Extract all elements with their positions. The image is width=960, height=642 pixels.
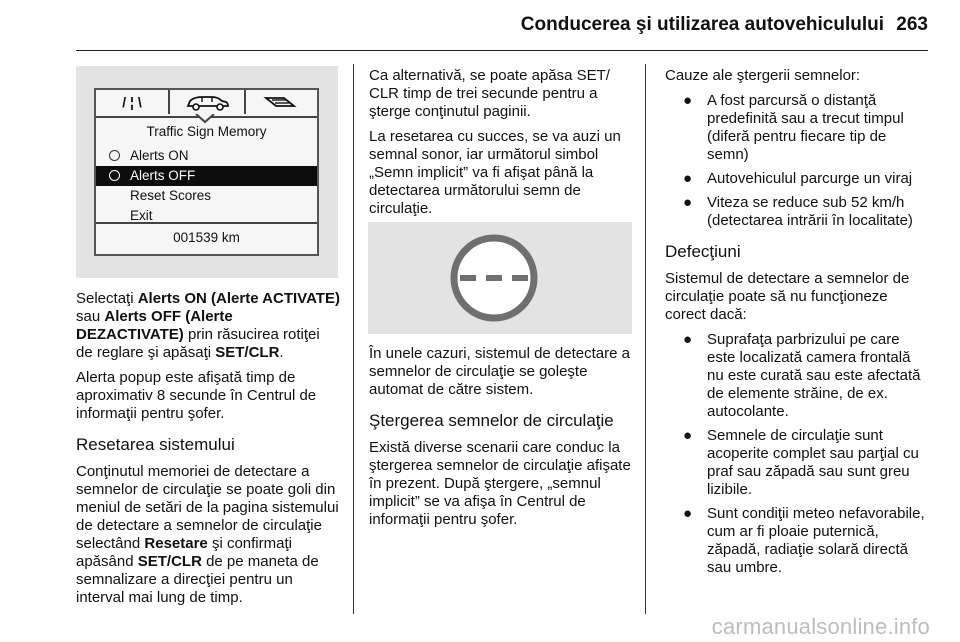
paragraph-reset: Conţinutul memoriei de detectare a semnelor de circulaţie se poate goli din meniul de setări de la pagina sistemului de detectare a semnelor de circulaţie selectând Resetare şi confirmaţi apăsând SET/CLR de pe maneta de semnalizare a direcţiei pentru un interval mai lung de timp. — [76, 463, 339, 606]
menu-item-alerts-on — [96, 146, 317, 166]
default-sign-icon — [368, 222, 632, 334]
display-title: Traffic Sign Memory — [146, 124, 267, 139]
page-number: 263 — [896, 14, 928, 35]
faults-list — [665, 331, 930, 577]
list-item: ● Suprafaţa parbrizului pe care este localizată camera frontală nu este curată sau este afectată de elemente străine, de ex. autocolante. — [683, 331, 921, 420]
road-sign-icon — [242, 90, 317, 114]
list-item: ● Semnele de circulaţie sunt acoperite complet sau parţial cu praf sau zăpadă sau sunt greu lizibile. — [683, 427, 919, 498]
watermark: carmanualsonline.info — [711, 614, 930, 639]
chapter-title: Conducerea şi utilizarea autovehiculului — [520, 14, 884, 35]
default-sign-illustration — [368, 222, 632, 334]
bullet-icon: ● — [683, 505, 693, 522]
menu-item-alerts-off — [96, 166, 317, 186]
paragraph-delete-scenarios: Există diverse scenarii care conduc la ştergerea semnelor de circulaţie afişate în prezent. După ştergere, „semnul implicit” se va afişa în Centrul de informaţii pentru şofer. — [369, 439, 631, 528]
heading-delete-signs: Ştergerea semnelor de circulaţie — [369, 411, 614, 430]
list-item: ● Viteza se reduce sub 52 km/h (detectarea intrării în localitate) — [683, 194, 913, 229]
bullet-icon: ● — [683, 331, 693, 348]
paragraph-auto-clear: În unele cazuri, sistemul de detectare a semnelor de circulaţie se goleşte automat de către sistem. — [369, 345, 630, 398]
column-1 — [76, 290, 340, 614]
radio-icon — [109, 150, 120, 161]
paragraph-popup: Alerta popup este afişată timp de aproximativ 8 secunde în Centrul de informaţii pentru şofer. — [76, 369, 317, 422]
bullet-icon: ● — [683, 170, 693, 187]
alerts-tab-glyph: / ¦ \ — [122, 94, 142, 110]
paragraph-alternative: Ca alternativă, se poate apăsa SET/ CLR timp de trei secunde pentru a şterge conţinutul paginii. — [369, 67, 610, 120]
column-3 — [665, 67, 930, 583]
bullet-icon: ● — [683, 92, 693, 109]
menu-item-label: Reset Scores — [130, 188, 212, 203]
menu-item-reset-scores — [96, 186, 317, 206]
tab-pointer — [195, 114, 215, 124]
heading-reset: Resetarea sistemului — [76, 435, 235, 454]
column-divider-2 — [645, 64, 646, 614]
list-item: ● Autovehiculul parcurge un viraj — [683, 170, 913, 187]
causes-list — [665, 92, 930, 230]
heading-faults: Defecţiuni — [665, 242, 741, 261]
menu-item-label: Alerts ON — [130, 148, 189, 163]
menu-item-label: Exit — [130, 208, 153, 223]
paragraph-select-alerts: Selectaţi Alerts ON (Alerte ACTIVATE) sau Alerts OFF (Alerte DEZACTIVATE) prin răsucirea rotiţei de reglare şi apăsaţi SET/CLR. — [76, 290, 340, 361]
odometer-readout: 001539 km — [96, 222, 317, 254]
display-tab-bar — [96, 90, 317, 118]
display-illustration — [76, 66, 338, 278]
info-display-screen — [94, 88, 319, 256]
paragraph-causes: Cauze ale ştergerii semnelor: — [665, 67, 861, 84]
radio-icon — [109, 170, 120, 181]
list-item: ● Sunt condiţii meteo nefavorabile, cum ar fi ploaie puternică, zăpadă, radiaţie solară directă sau umbre. — [683, 505, 925, 576]
column-divider-1 — [353, 64, 354, 614]
column-2-continued — [369, 345, 635, 536]
menu-item-label: Alerts OFF — [130, 168, 196, 183]
bullet-icon: ● — [683, 427, 693, 444]
header-rule — [76, 50, 928, 51]
car-icon — [168, 90, 246, 114]
paragraph-faults-intro: Sistemul de detectare a semnelor de circulaţie poate să nu funcţioneze corect dacă: — [665, 270, 910, 323]
bullet-icon: ● — [683, 194, 693, 211]
column-2 — [369, 67, 635, 225]
paragraph-successful-reset: La resetarea cu succes, se va auzi un semnal sonor, iar următorul simbol „Semn implicit” va fi afişat până la detectarea următorului semn de circulaţie. — [369, 128, 621, 217]
list-item: ● A fost parcursă o distanţă predefinită sau a trecut timpul (diferă pentru fiecare tip de semn) — [683, 92, 904, 163]
alerts-tab-icon — [96, 90, 168, 114]
